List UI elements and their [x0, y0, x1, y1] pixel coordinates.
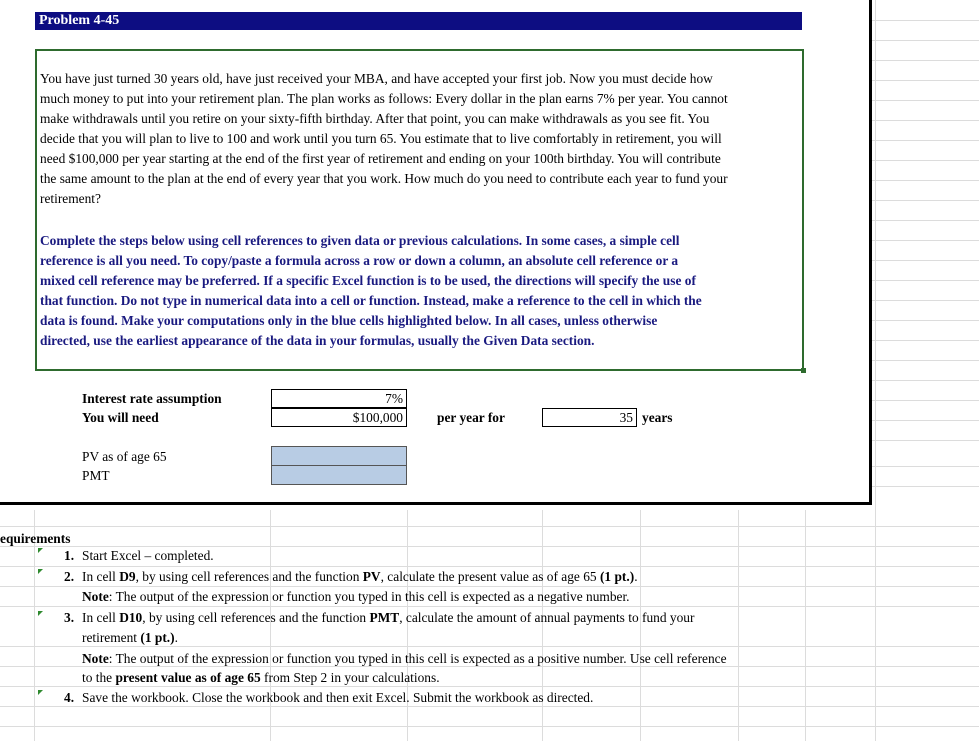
requirement-3-text: In cell D10, by using cell references and the function PMT, calculate the amount of annual payments to fund your — [82, 610, 695, 625]
problem-line: the same amount to the plan at the end of every year that you work. How much do you need to contribute each year to fund your — [40, 171, 728, 186]
problem-statement — [40, 69, 800, 209]
problem-line: You have just turned 30 years old, have just received your MBA, and have accepted your first job. Now you must decide how — [40, 71, 713, 86]
per-year-for-label: per year for — [437, 410, 505, 425]
interest-rate-label: Interest rate assumption — [82, 391, 222, 406]
instructions — [40, 231, 800, 351]
problem-line: make withdrawals until you retire on your sixty-fifth birthday. After that point, you can make withdrawals as you see fit. You — [40, 111, 710, 126]
comment-indicator-icon[interactable] — [38, 569, 43, 574]
instruction-line: Complete the steps below using cell references to given data or previous calculations. In some cases, a simple cell — [40, 233, 680, 248]
instruction-line: data is found. Make your computations only in the blue cells highlighted below. In all cases, unless otherwise — [40, 313, 658, 328]
problem-line: decide that you will plan to live to 100 and work until you turn 65. You estimate that to live comfortably in retirement, you will — [40, 131, 722, 146]
instruction-line: that function. Do not type in numerical data into a cell or function. Instead, make a reference to the cell in which the — [40, 293, 702, 308]
resize-handle[interactable] — [801, 368, 806, 373]
requirement-3-note: Note: The output of the expression or function you typed in this cell is expected as a positive number. Use cell reference — [82, 651, 727, 666]
problem-line: need $100,000 per year starting at the end of the first year of retirement and ending on your 100th birthday. You will contribute — [40, 151, 721, 166]
problem-line: much money to put into your retirement plan. The plan works as follows: Every dollar in the plan earns 7% per year. You cannot — [40, 91, 728, 106]
requirements-heading: equirements — [0, 531, 71, 546]
interest-rate-cell[interactable]: 7% — [271, 389, 407, 408]
problem-textbox[interactable] — [35, 49, 804, 371]
requirement-3-note-cont: to the present value as of age 65 from Step 2 in your calculations. — [82, 670, 440, 685]
years-cell[interactable]: 35 — [542, 408, 637, 427]
problem-line: retirement? — [40, 191, 101, 206]
requirement-number: 3. — [64, 610, 75, 625]
comment-indicator-icon[interactable] — [38, 548, 43, 553]
instruction-line: directed, use the earliest appearance of the data in your formulas, usually the Given Data section. — [40, 333, 595, 348]
you-will-need-label: You will need — [82, 410, 159, 425]
pmt-input-cell[interactable] — [271, 465, 407, 485]
requirement-number: 1. — [64, 548, 75, 563]
comment-indicator-icon[interactable] — [38, 690, 43, 695]
pv-label: PV as of age 65 — [82, 449, 167, 464]
requirement-number: 4. — [64, 690, 75, 705]
requirement-4-text: Save the workbook. Close the workbook and then exit Excel. Submit the workbook as directed. — [82, 690, 594, 705]
problem-title[interactable]: Problem 4-45 — [35, 12, 802, 30]
requirement-2-note: Note: The output of the expression or function you typed in this cell is expected as a negative number. — [82, 589, 630, 604]
requirement-3-text-cont: retirement (1 pt.). — [82, 630, 178, 645]
instruction-line: reference is all you need. To copy/paste a formula across a row or down a column, an absolute cell reference or a — [40, 253, 679, 268]
requirement-2-text: In cell D9, by using cell references and the function PV, calculate the present value as of age 65 (1 pt.). — [82, 569, 638, 584]
comment-indicator-icon[interactable] — [38, 611, 43, 616]
pv-input-cell[interactable] — [271, 446, 407, 466]
requirement-number: 2. — [64, 569, 75, 584]
instruction-line: mixed cell reference may be preferred. If a specific Excel function is to be used, the directions will specify the use of — [40, 273, 696, 288]
pmt-label: PMT — [82, 468, 110, 483]
requirement-1-text: Start Excel – completed. — [82, 548, 214, 563]
years-label: years — [642, 410, 673, 425]
annual-need-cell[interactable]: $100,000 — [271, 408, 407, 427]
